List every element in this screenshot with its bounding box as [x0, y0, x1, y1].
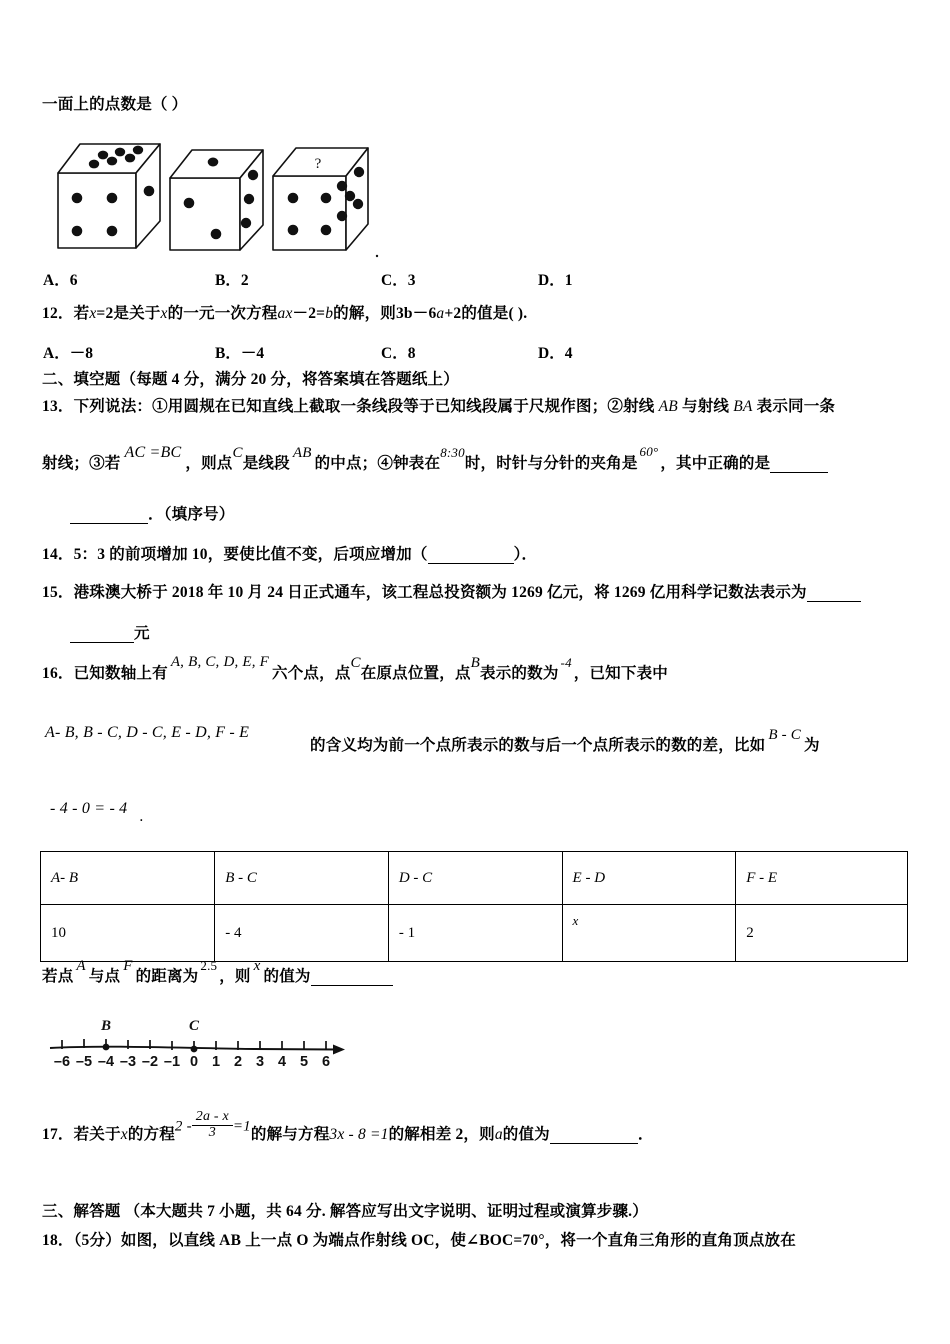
- q13-line2-b: ，则点: [185, 455, 233, 472]
- three-dice-figure: [50, 128, 390, 268]
- table-header-e-d: E - D: [562, 852, 736, 905]
- number-line-tick-labels: [54, 1054, 330, 1070]
- q11-option-a[interactable]: [43, 268, 77, 290]
- q12-stem: [42, 305, 527, 322]
- q12-var-x1: x: [89, 305, 97, 322]
- q14-text: 5：3 的前项增加 10，要使比值不变，后项应增加（: [73, 546, 428, 563]
- q17-equation-2: 3x - 8 =1: [329, 1125, 389, 1143]
- svg-text:–5: –5: [75, 1054, 93, 1070]
- q16-number: 16．: [42, 665, 74, 682]
- q12-option-b[interactable]: [215, 341, 264, 363]
- number-line-svg: [45, 1008, 355, 1078]
- q13-segment-ab: AB: [292, 445, 312, 461]
- q16-line1-h: ，已知下表中: [573, 665, 668, 682]
- table-header-d-c: D - C: [388, 852, 562, 905]
- q16-line4-b: 与点: [88, 968, 121, 985]
- q12-option-b-label: B．: [215, 345, 241, 362]
- q15-line-2: [70, 625, 150, 643]
- table-value-f-e: 2: [736, 905, 908, 962]
- q11-option-d[interactable]: [538, 268, 572, 290]
- q18-number: 18．: [42, 1232, 74, 1249]
- table-value-row: [41, 905, 908, 962]
- q17-var-a: a: [494, 1125, 503, 1143]
- q15-text-line1: 港珠澳大桥于 2018 年 10 月 24 日正式通车，该工程总投资额为 1269 亿元，将 1269 亿用科学记数法表示为: [73, 584, 807, 601]
- q12-option-a-label: A．: [43, 345, 70, 362]
- q16-line1-a: 已知数轴上有: [73, 665, 168, 682]
- q12-option-a[interactable]: [43, 341, 93, 363]
- q13-answer-blank-1[interactable]: [770, 455, 828, 473]
- q17-text-d: 的解相差 2，则: [388, 1125, 495, 1143]
- q17-text-b: 的方程: [127, 1125, 175, 1143]
- q17-stem: [42, 1109, 654, 1150]
- svg-text:0: 0: [189, 1054, 199, 1070]
- q15-text-line2: 元: [134, 625, 150, 642]
- q11-option-c-value: 3: [407, 272, 416, 289]
- q15-answer-blank-2[interactable]: [70, 625, 134, 643]
- q13-clock-time: 8:30: [440, 445, 465, 460]
- q14-number: 14．: [42, 546, 74, 563]
- q16-answer-blank[interactable]: [311, 968, 393, 986]
- q16-point-F: F: [123, 958, 133, 974]
- q13-answer-blank-2[interactable]: [70, 506, 148, 524]
- q11-option-b-value: 2: [240, 272, 249, 289]
- q11-option-c-label: C．: [381, 272, 408, 289]
- q16-line4-d: ，则: [219, 968, 251, 985]
- svg-text:–2: –2: [141, 1054, 159, 1070]
- q16-line1-f: 表示的数为: [480, 665, 559, 682]
- q15-line-1: [42, 584, 861, 602]
- q17-answer-blank[interactable]: [550, 1126, 638, 1144]
- q16-line4-c: 的距离为: [135, 968, 199, 985]
- q17-var-x: x: [120, 1125, 128, 1143]
- q14-stem: [42, 546, 537, 564]
- q11-option-d-label: D．: [538, 272, 565, 289]
- q12-option-c-label: C．: [381, 345, 408, 362]
- svg-text:–6: –6: [53, 1054, 71, 1070]
- q12-option-d-label: D．: [538, 345, 565, 362]
- table-value-d-c: - 1: [388, 905, 562, 962]
- die3-top-question-mark: ?: [314, 156, 322, 172]
- svg-text:2: 2: [233, 1054, 243, 1070]
- svg-text:–4: –4: [97, 1054, 115, 1070]
- table-header-b-c: B - C: [215, 852, 389, 905]
- q17-eq-tail: =1: [232, 1118, 251, 1135]
- dice-svg: [50, 128, 390, 263]
- q11-option-a-value: 6: [69, 272, 78, 289]
- q13-line-3: [70, 506, 234, 524]
- q17-fraction-denominator: 3: [192, 1125, 233, 1141]
- q12-option-d-value: 4: [564, 345, 573, 362]
- q17-eq-lead: 2 -: [174, 1118, 192, 1135]
- q17-fraction: [192, 1110, 233, 1140]
- q13-line2-g: ，其中正确的是: [660, 455, 771, 472]
- q12-option-d[interactable]: [538, 341, 572, 363]
- q16-line-4: [42, 958, 393, 986]
- q11-option-b-label: B．: [215, 272, 241, 289]
- q12-expr2d: +2: [444, 305, 462, 322]
- q13-line2-d: 是线段: [242, 455, 290, 472]
- q12-expr2c: a: [436, 305, 445, 322]
- number-line-point-B: [103, 1044, 110, 1051]
- q12-text-e: 的值是( ).: [461, 305, 528, 322]
- q13-ray-ab: AB: [658, 398, 678, 415]
- q17-fraction-numerator: 2a - x: [195, 1109, 229, 1124]
- table-value-e-d: x: [562, 905, 736, 962]
- q17-text-tail: ．: [637, 1125, 654, 1143]
- table-header-f-e: F - E: [736, 852, 908, 905]
- q12-expr-minus2: －2=: [292, 305, 326, 322]
- svg-text:–3: –3: [119, 1054, 137, 1070]
- q12-expr2b: －6: [412, 305, 437, 322]
- q13-ray-ba: BA: [733, 398, 753, 415]
- q16-point-A: A: [76, 958, 86, 974]
- q12-text-a: 若: [73, 305, 90, 322]
- q12-expr-b: b: [325, 305, 334, 322]
- q13-line1-a: 下列说法：①用圆规在已知直线上截取一条线段等于已知线段属于尺规作图；②射线: [73, 398, 655, 415]
- q18-text: （5分）如图，以直线 AB 上一点 O 为端点作射线 OC，使∠BOC=70°，将一个直角三角形的直角顶点放在: [73, 1232, 796, 1249]
- q17-text-e: 的值为: [502, 1125, 550, 1143]
- q16-difference-table: [40, 851, 908, 962]
- q11-option-c[interactable]: [381, 268, 415, 290]
- q13-line-1: [42, 398, 835, 415]
- svg-text:6: 6: [321, 1054, 331, 1070]
- number-line-label-B: B: [100, 1018, 112, 1034]
- q12-number: 12．: [42, 305, 74, 322]
- q16-line-3: [50, 800, 144, 825]
- q13-expr-ac-bc: AC =BC: [124, 444, 182, 461]
- q16-line4-a: 若点: [42, 968, 74, 985]
- q13-line2-f: 时，时针与分针的夹角是: [464, 455, 638, 472]
- q12-text-c: 的一元一次方程: [167, 305, 278, 322]
- q13-line2-e: 的中点；④钟表在: [314, 455, 441, 472]
- q12-option-c[interactable]: [381, 341, 415, 363]
- number-line-arrowhead: [333, 1045, 345, 1055]
- number-line-figure: [45, 1008, 355, 1083]
- q13-point-c: C: [232, 445, 243, 461]
- q16-line3-dot: .: [139, 808, 144, 825]
- q13-line1-b: 与射线: [682, 398, 730, 415]
- q13-line2-a: 射线；③若: [42, 455, 121, 472]
- number-line-label-C: C: [188, 1018, 200, 1034]
- q11-option-a-label: A．: [43, 272, 70, 289]
- q16-var-x: x: [253, 958, 261, 974]
- section-3-heading: 三、解答题 （本大题共 7 小题，共 64 分. 解答应写出文字说明、证明过程或演算步骤.）: [42, 1203, 648, 1220]
- q16-line2-meaning: 的含义均为前一个点所表示的数与后一个点所表示的数的差，比如: [310, 737, 766, 754]
- svg-text:5: 5: [299, 1054, 309, 1070]
- q12-expr2a: 3b: [395, 305, 413, 322]
- q13-line3-tail: ．（填序号）: [148, 506, 235, 523]
- q16-line1-b: 六个点，点: [272, 665, 351, 682]
- svg-text:–1: –1: [163, 1054, 181, 1070]
- q16-diff-definitions: A- B, B - C, D - C, E - D, F - E: [45, 724, 250, 741]
- q15-answer-blank-1[interactable]: [807, 584, 861, 602]
- section-2-heading: 二、填空题（每题 4 分，满分 20 分，将答案填在答题纸上）: [42, 371, 459, 388]
- table-header-a-b: A- B: [41, 852, 215, 905]
- q12-option-a-value: －8: [69, 345, 93, 362]
- q16-point-b: B: [470, 655, 481, 671]
- q13-line1-c: 表示同一条: [756, 398, 836, 415]
- q16-distance-value: 2.5: [200, 958, 218, 973]
- number-line-point-C: [191, 1046, 198, 1053]
- table-value-b-c: - 4: [215, 905, 389, 962]
- q14-text-tail: ）．: [513, 546, 538, 563]
- q11-option-d-value: 1: [564, 272, 573, 289]
- q16-value-minus4: -4: [560, 655, 572, 670]
- q12-text-b: =2是关于: [96, 305, 161, 322]
- q16-line-2-expr: [45, 724, 249, 742]
- q13-line-2: [42, 444, 828, 473]
- q16-point-c: C: [350, 655, 361, 671]
- q17-equation-1: [174, 1109, 251, 1142]
- q17-text-a: 若关于: [73, 1125, 121, 1143]
- svg-text:1: 1: [211, 1054, 221, 1070]
- q14-answer-blank[interactable]: [428, 546, 514, 564]
- q11-stem-tail: 一面上的点数是（ ）: [42, 96, 188, 113]
- q12-var-x2: x: [160, 305, 168, 322]
- q16-line4-e: 的值为: [263, 968, 311, 985]
- q16-example-bc: B - C: [768, 727, 801, 743]
- q16-line2-tail: 为: [803, 737, 820, 754]
- q13-number: 13．: [42, 398, 74, 415]
- svg-text:3: 3: [255, 1054, 265, 1070]
- q17-text-c: 的解与方程: [250, 1125, 330, 1143]
- q12-expr-ax: ax: [277, 305, 293, 322]
- q11-option-b[interactable]: [215, 268, 249, 290]
- q13-angle-60: 60°: [639, 444, 659, 459]
- q12-option-c-value: 8: [407, 345, 416, 362]
- q16-line1-d: 在原点位置，点: [360, 665, 471, 682]
- q16-line-1: [42, 654, 668, 683]
- table-header-row: [41, 852, 908, 905]
- table-value-a-b: 10: [41, 905, 215, 962]
- q16-example-computation: - 4 - 0 = - 4: [50, 800, 128, 817]
- q15-number: 15．: [42, 584, 74, 601]
- q16-points-list: A, B, C, D, E, F: [170, 654, 270, 670]
- q18-stem: [42, 1232, 796, 1249]
- svg-text:4: 4: [277, 1054, 287, 1070]
- q12-text-d: 的解，则: [333, 305, 396, 322]
- q16-line-2-text: [310, 727, 820, 755]
- q12-option-b-value: －4: [240, 345, 265, 362]
- q17-number: 17．: [42, 1125, 74, 1143]
